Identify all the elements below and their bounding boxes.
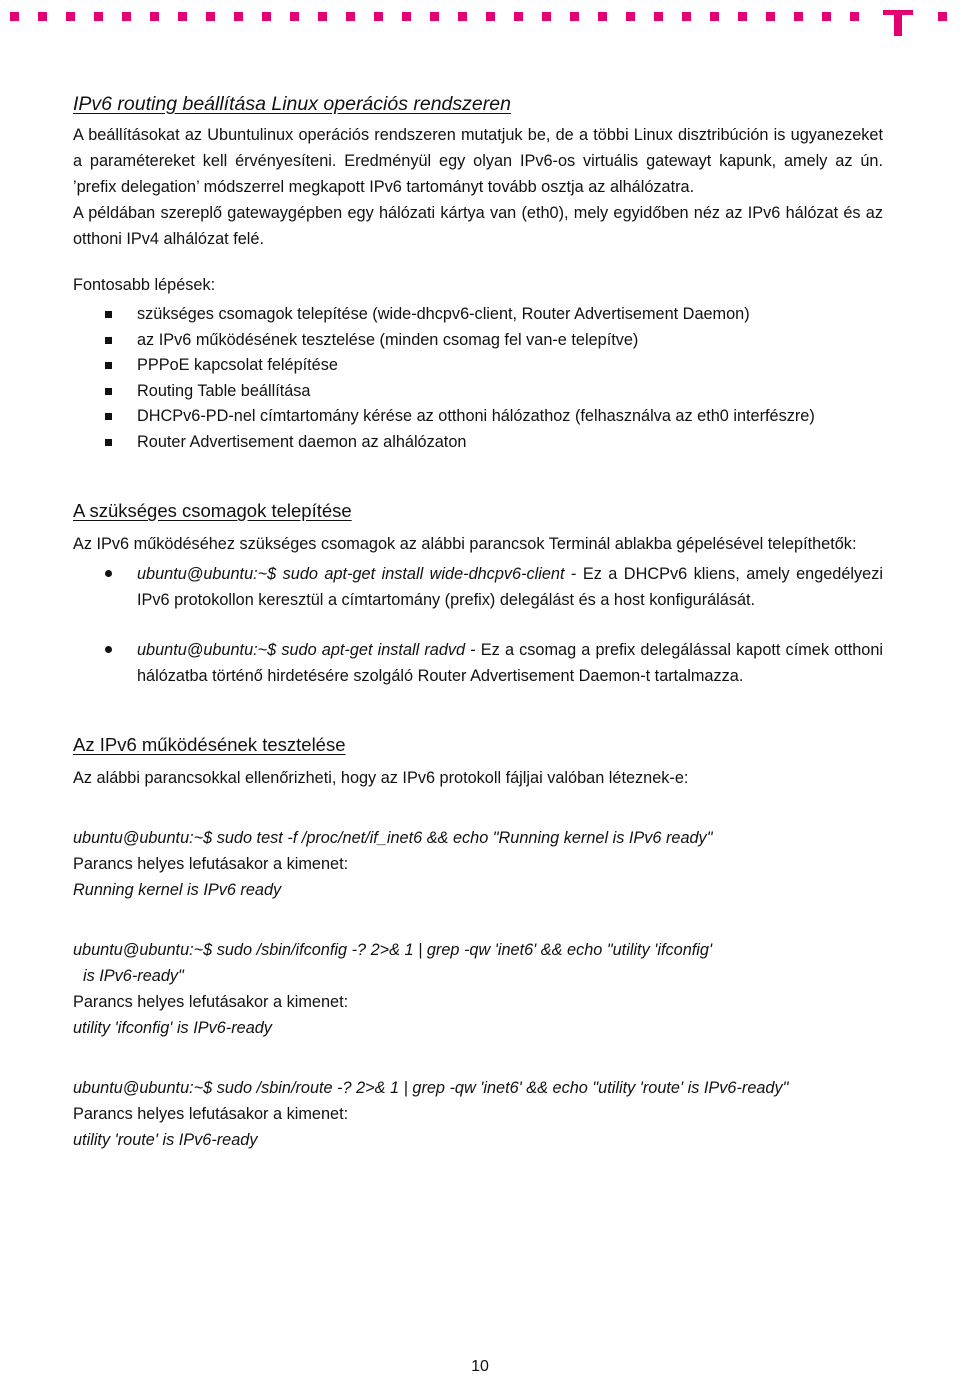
document-body — [73, 88, 883, 1153]
header-square-decoration — [66, 12, 75, 21]
header-square-decoration — [850, 12, 859, 21]
header-square-decoration — [710, 12, 719, 21]
section-title: Az IPv6 működésének tesztelése — [73, 734, 346, 755]
header-square-decoration — [290, 12, 299, 21]
list-item: PPPoE kapcsolat felépítése — [73, 353, 883, 379]
command-output: Running kernel is IPv6 ready — [73, 881, 282, 899]
header-square-decoration — [10, 12, 19, 21]
header-square-decoration — [458, 12, 467, 21]
header-square-decoration — [486, 12, 495, 21]
square-bullet-icon — [105, 439, 112, 446]
header-square-decoration — [542, 12, 551, 21]
header-square-decoration — [94, 12, 103, 21]
output-label: Parancs helyes lefutásakor a kimenet: — [73, 855, 349, 873]
command-text: ubuntu@ubuntu:~$ sudo /sbin/ifconfig -? 2>& 1 | grep -qw 'inet6' && echo "utility 'ifconfig' — [73, 941, 713, 959]
header-square-decoration — [514, 12, 523, 21]
header-square-decoration — [206, 12, 215, 21]
command-output: utility 'ifconfig' is IPv6-ready — [73, 1019, 272, 1037]
t-logo — [883, 0, 923, 40]
header-square-decoration — [570, 12, 579, 21]
command-description: - Ez a DHCPv6 kliens, amely engedélyezi IPv6 protokollon keresztül a címtartomány (prefix) delegálást és a host konfigurálását. — [137, 565, 883, 609]
command-description: - Ez a csomag a prefix delegálással kapott címek otthoni hálózatba történő hirdetésére szolgáló Router Advertisement Daemon-t tartalmazza. — [137, 641, 883, 685]
header-square-decoration — [150, 12, 159, 21]
intro-paragraph: A beállításokat az Ubuntulinux operációs rendszeren mutatjuk be, de a többi Linux disztribúción is ugyanezeket a paramétereket kell érvényesíteni. Eredményül egy olyan IPv6-os virtuális gatewayt kapunk, amely az ún. ’prefix delegation’ módszerrel megkapott IPv6 tartományt tovább osztja az alhálózatra. — [73, 126, 883, 196]
header-square-decoration — [122, 12, 131, 21]
steps-heading: Fontosabb lépések: — [73, 276, 216, 294]
test-block — [73, 1075, 883, 1153]
test-block — [73, 937, 883, 1041]
round-bullet-icon — [105, 570, 112, 577]
round-bullet-icon — [105, 646, 112, 653]
steps-list — [73, 302, 883, 455]
square-bullet-icon — [105, 413, 112, 420]
header-square-decoration — [430, 12, 439, 21]
square-bullet-icon — [105, 362, 112, 369]
header-square-decoration — [402, 12, 411, 21]
header-decoration — [0, 0, 960, 40]
test-block — [73, 825, 883, 903]
header-square-decoration — [626, 12, 635, 21]
section-title: IPv6 routing beállítása Linux operációs rendszeren — [73, 93, 511, 115]
page-number: 10 — [471, 1358, 489, 1375]
command-text: ubuntu@ubuntu:~$ sudo /sbin/route -? 2>& 1 | grep -qw 'inet6' && echo "utility 'route' is IPv6-ready" — [73, 1079, 789, 1097]
command-text: ubuntu@ubuntu:~$ sudo apt-get install wide-dhcpv6-client — [137, 565, 565, 583]
header-square-decoration — [766, 12, 775, 21]
header-square-decoration — [938, 12, 947, 21]
output-label: Parancs helyes lefutásakor a kimenet: — [73, 993, 349, 1011]
header-square-decoration — [794, 12, 803, 21]
header-square-decoration — [234, 12, 243, 21]
header-square-decoration — [598, 12, 607, 21]
header-square-decoration — [262, 12, 271, 21]
header-square-decoration — [318, 12, 327, 21]
list-item: DHCPv6-PD-nel címtartomány kérése az otthoni hálózathoz (felhasználva az eth0 interfészre) — [73, 404, 883, 430]
install-intro: Az IPv6 működéséhez szükséges csomagok az alábbi parancsok Terminál ablakba gépelésével telepíthetők: — [73, 535, 857, 553]
command-output: utility 'route' is IPv6-ready — [73, 1131, 258, 1149]
command-text: ubuntu@ubuntu:~$ sudo apt-get install radvd — [137, 641, 466, 659]
output-label: Parancs helyes lefutásakor a kimenet: — [73, 1105, 349, 1123]
section-title: A szükséges csomagok telepítése — [73, 500, 352, 521]
list-item — [73, 561, 883, 613]
header-square-decoration — [38, 12, 47, 21]
command-text-continued: is IPv6-ready" — [83, 967, 184, 985]
header-square-decoration — [682, 12, 691, 21]
command-text: ubuntu@ubuntu:~$ sudo test -f /proc/net/if_inet6 && echo "Running kernel is IPv6 ready" — [73, 829, 713, 847]
header-square-decoration — [738, 12, 747, 21]
square-bullet-icon — [105, 311, 112, 318]
header-square-decoration — [178, 12, 187, 21]
install-list — [73, 561, 883, 689]
header-square-decoration — [822, 12, 831, 21]
square-bullet-icon — [105, 388, 112, 395]
list-item: Router Advertisement daemon az alhálózaton — [73, 430, 883, 456]
square-bullet-icon — [105, 337, 112, 344]
list-item: Routing Table beállítása — [73, 379, 883, 405]
header-square-decoration — [346, 12, 355, 21]
list-item — [73, 637, 883, 689]
list-item: az IPv6 működésének tesztelése (minden csomag fel van-e telepítve) — [73, 328, 883, 354]
header-square-decoration — [374, 12, 383, 21]
list-item: szükséges csomagok telepítése (wide-dhcpv6-client, Router Advertisement Daemon) — [73, 302, 883, 328]
example-paragraph: A példában szereplő gatewaygépben egy hálózati kártya van (eth0), mely egyidőben néz az IPv6 hálózat és az otthoni IPv4 alhálózat felé. — [73, 204, 883, 248]
header-square-decoration — [654, 12, 663, 21]
test-intro: Az alábbi parancsokkal ellenőrizheti, hogy az IPv6 protokoll fájljai valóban léteznek-e: — [73, 769, 689, 787]
